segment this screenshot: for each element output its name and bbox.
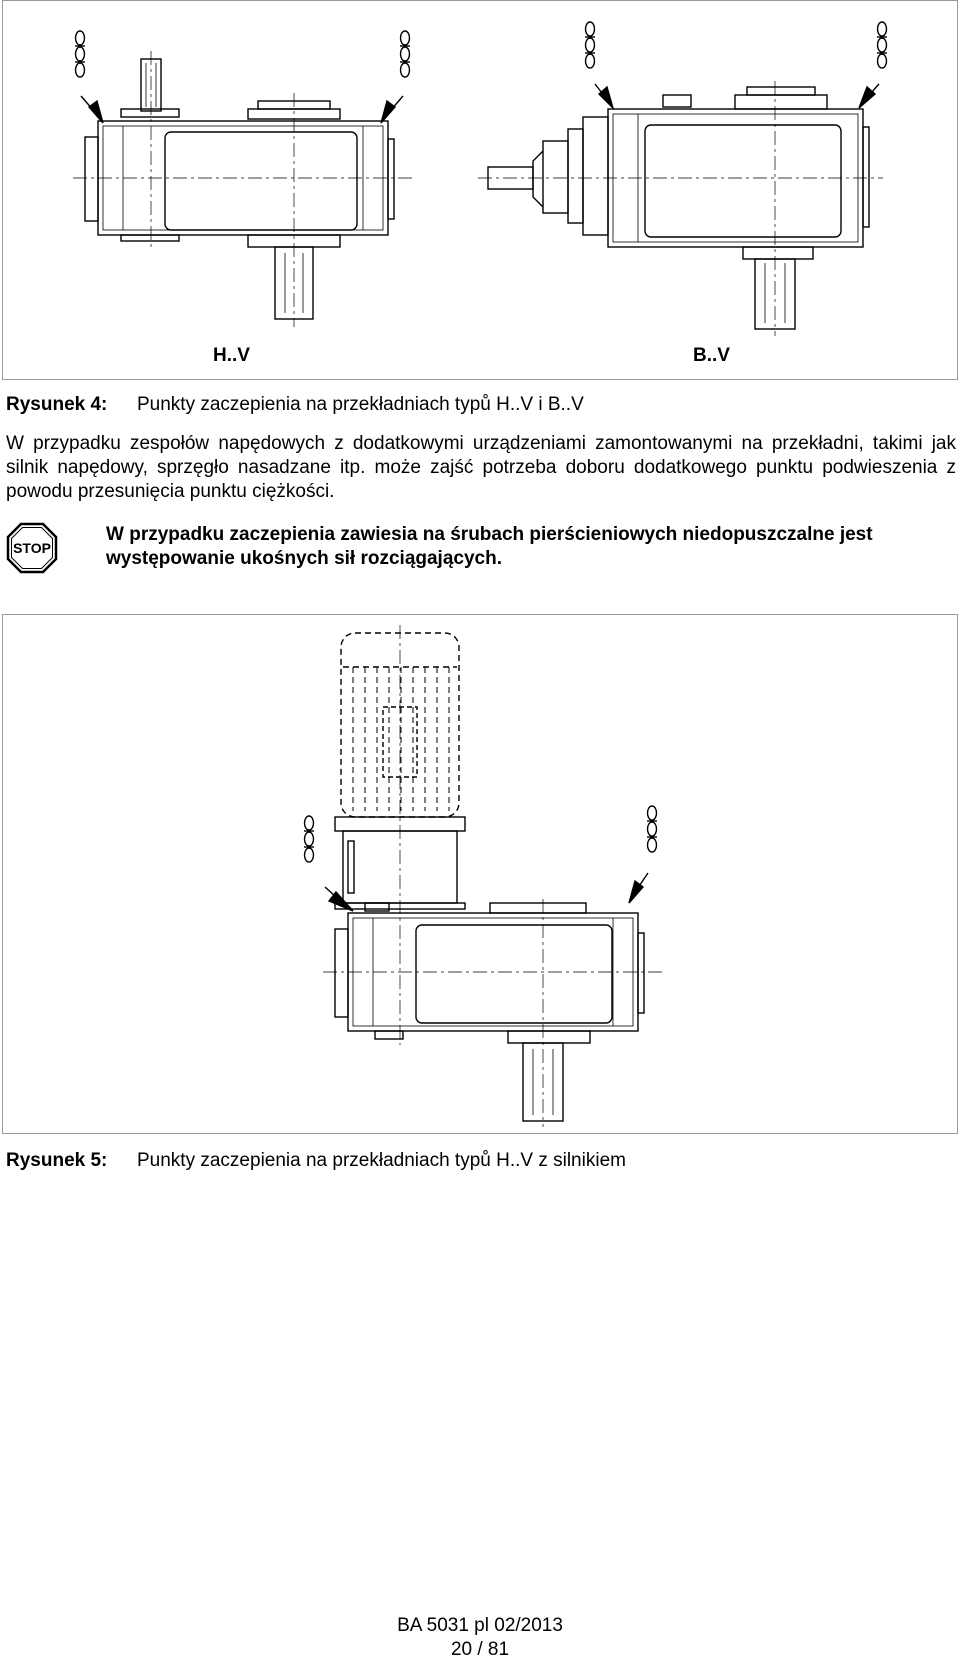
- lifting-chain-left: [304, 816, 314, 862]
- figure-4-label-hv: H..V: [213, 345, 250, 366]
- gearbox-with-motor-drawing: [304, 625, 663, 1127]
- figure-4-label-bv: B..V: [693, 345, 730, 366]
- body-paragraph: W przypadku zespołów napędowych z dodatkowymi urządzeniami zamontowanymi na przekładni, takimi jak silnik napędowy, sprzęgło nasadzane itp. może zajść potrzeba doboru dodatkowego punktu podwieszenia z powodu przesunięcia punktu ciężkości.: [6, 433, 956, 502]
- lifting-point-arrow-left: [325, 887, 353, 911]
- figure-4-caption-text: Punkty zaczepienia na przekładniach typů H..V i B..V: [137, 394, 584, 415]
- footer-doc-id: BA 5031 pl 02/2013: [397, 1615, 563, 1636]
- gearbox-bv-drawing: [478, 22, 887, 336]
- figure-5-caption: [6, 1150, 626, 1172]
- lifting-point-arrow-right: [629, 873, 648, 903]
- lifting-point-arrow-left: [81, 96, 103, 123]
- lifting-chain-left: [585, 22, 595, 68]
- lifting-point-arrow-right: [381, 96, 403, 123]
- lifting-point-arrow-right: [859, 84, 879, 108]
- figure-4: [2, 0, 958, 380]
- figure-4-caption-number: Rysunek 4:: [6, 394, 108, 415]
- figure-5: [2, 614, 958, 1134]
- figure-4-caption: [6, 394, 584, 416]
- lifting-chain-right: [877, 22, 887, 68]
- gearbox-hv-drawing: [73, 31, 413, 327]
- lifting-point-arrow-left: [595, 84, 613, 108]
- figure-5-caption-number: Rysunek 5:: [6, 1150, 108, 1171]
- stop-sign-text: STOP: [13, 540, 51, 556]
- lifting-chain-left: [75, 31, 85, 77]
- figure-5-caption-text: Punkty zaczepienia na przekładniach typů H..V z silnikiem: [137, 1150, 626, 1171]
- lifting-chain-right: [400, 31, 410, 77]
- footer-page-number: 20 / 81: [450, 1639, 510, 1660]
- figure-5-drawing: [3, 615, 957, 1133]
- warning-text: W przypadku zaczepienia zawiesia na śrubach pierścieniowych niedopuszczalne jest występowanie ukośnych sił rozciągających.: [106, 524, 873, 569]
- stop-sign-icon: [6, 522, 58, 574]
- lifting-chain-right: [647, 806, 657, 852]
- figure-4-drawing: [3, 1, 957, 379]
